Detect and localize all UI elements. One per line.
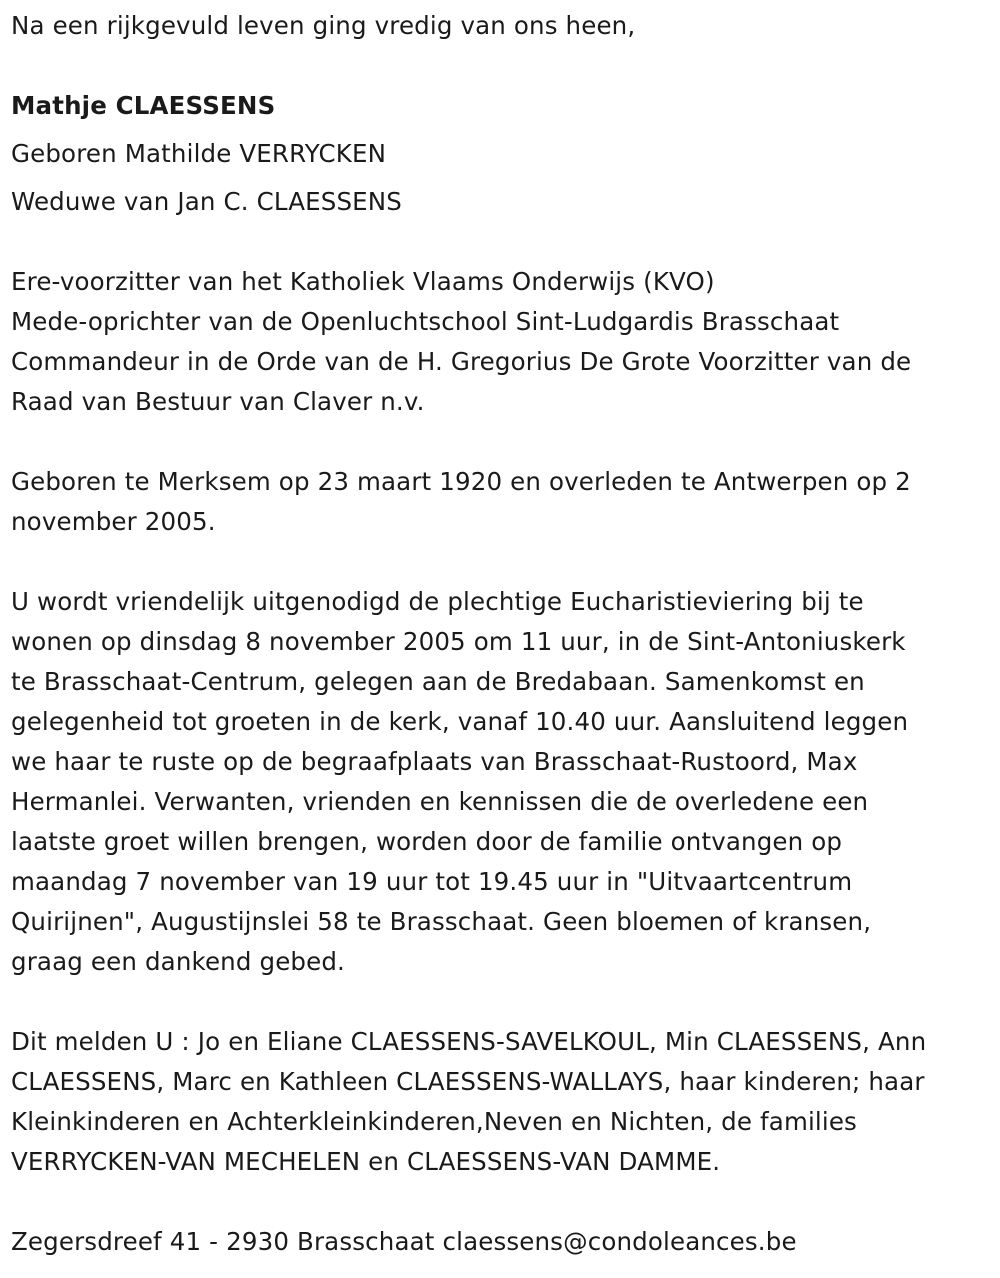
titles-line: Ere-voorzitter van het Katholiek Vlaams Onderwijs (KVO) bbox=[11, 267, 715, 296]
announcers-line: Kleinkinderen en Achterkleinkinderen,Neven en Nichten, de families bbox=[11, 1107, 857, 1136]
deceased-name: Mathje CLAESSENS bbox=[11, 91, 276, 120]
ceremony-line: maandag 7 november van 19 uur tot 19.45 uur in "Uitvaartcentrum bbox=[11, 867, 853, 896]
titles-line: Commandeur in de Orde van de H. Gregorius De Grote Voorzitter van de bbox=[11, 347, 912, 376]
titles-line: Mede-oprichter van de Openluchtschool Sint-Ludgardis Brasschaat bbox=[11, 307, 840, 336]
ceremony-line: graag een dankend gebed. bbox=[11, 947, 345, 976]
ceremony-line: laatste groet willen brengen, worden door de familie ontvangen op bbox=[11, 827, 843, 856]
contact-line: Zegersdreef 41 - 2930 Brasschaat claessens@condoleances.be bbox=[11, 1227, 797, 1256]
titles-line: Raad van Bestuur van Claver n.v. bbox=[11, 387, 425, 416]
ceremony-line: U wordt vriendelijk uitgenodigd de plechtige Eucharistieviering bij te bbox=[11, 587, 864, 616]
birth-name-line: Geboren Mathilde VERRYCKEN bbox=[11, 139, 387, 168]
ceremony-line: Quirijnen", Augustijnslei 58 te Brasschaat. Geen bloemen of kransen, bbox=[11, 907, 872, 936]
ceremony-line: Hermanlei. Verwanten, vrienden en kennissen die de overledene een bbox=[11, 787, 869, 816]
life-dates-line: Geboren te Merksem op 23 maart 1920 en overleden te Antwerpen op 2 bbox=[11, 467, 911, 496]
intro-line: Na een rijkgevuld leven ging vredig van ons heen, bbox=[11, 11, 636, 40]
announcers-line: VERRYCKEN-VAN MECHELEN en CLAESSENS-VAN DAMME. bbox=[11, 1147, 721, 1176]
ceremony-line: te Brasschaat-Centrum, gelegen aan de Bredabaan. Samenkomst en bbox=[11, 667, 865, 696]
ceremony-line: wonen op dinsdag 8 november 2005 om 11 uur, in de Sint-Antoniuskerk bbox=[11, 627, 906, 656]
widow-line: Weduwe van Jan C. CLAESSENS bbox=[11, 187, 402, 216]
ceremony-line: gelegenheid tot groeten in de kerk, vanaf 10.40 uur. Aansluitend leggen bbox=[11, 707, 909, 736]
announcers-line: Dit melden U : Jo en Eliane CLAESSENS-SAVELKOUL, Min CLAESSENS, Ann bbox=[11, 1027, 927, 1056]
life-dates-line: november 2005. bbox=[11, 507, 216, 536]
announcers-line: CLAESSENS, Marc en Kathleen CLAESSENS-WALLAYS, haar kinderen; haar bbox=[11, 1067, 925, 1096]
ceremony-line: we haar te ruste op de begraafplaats van Brasschaat-Rustoord, Max bbox=[11, 747, 858, 776]
